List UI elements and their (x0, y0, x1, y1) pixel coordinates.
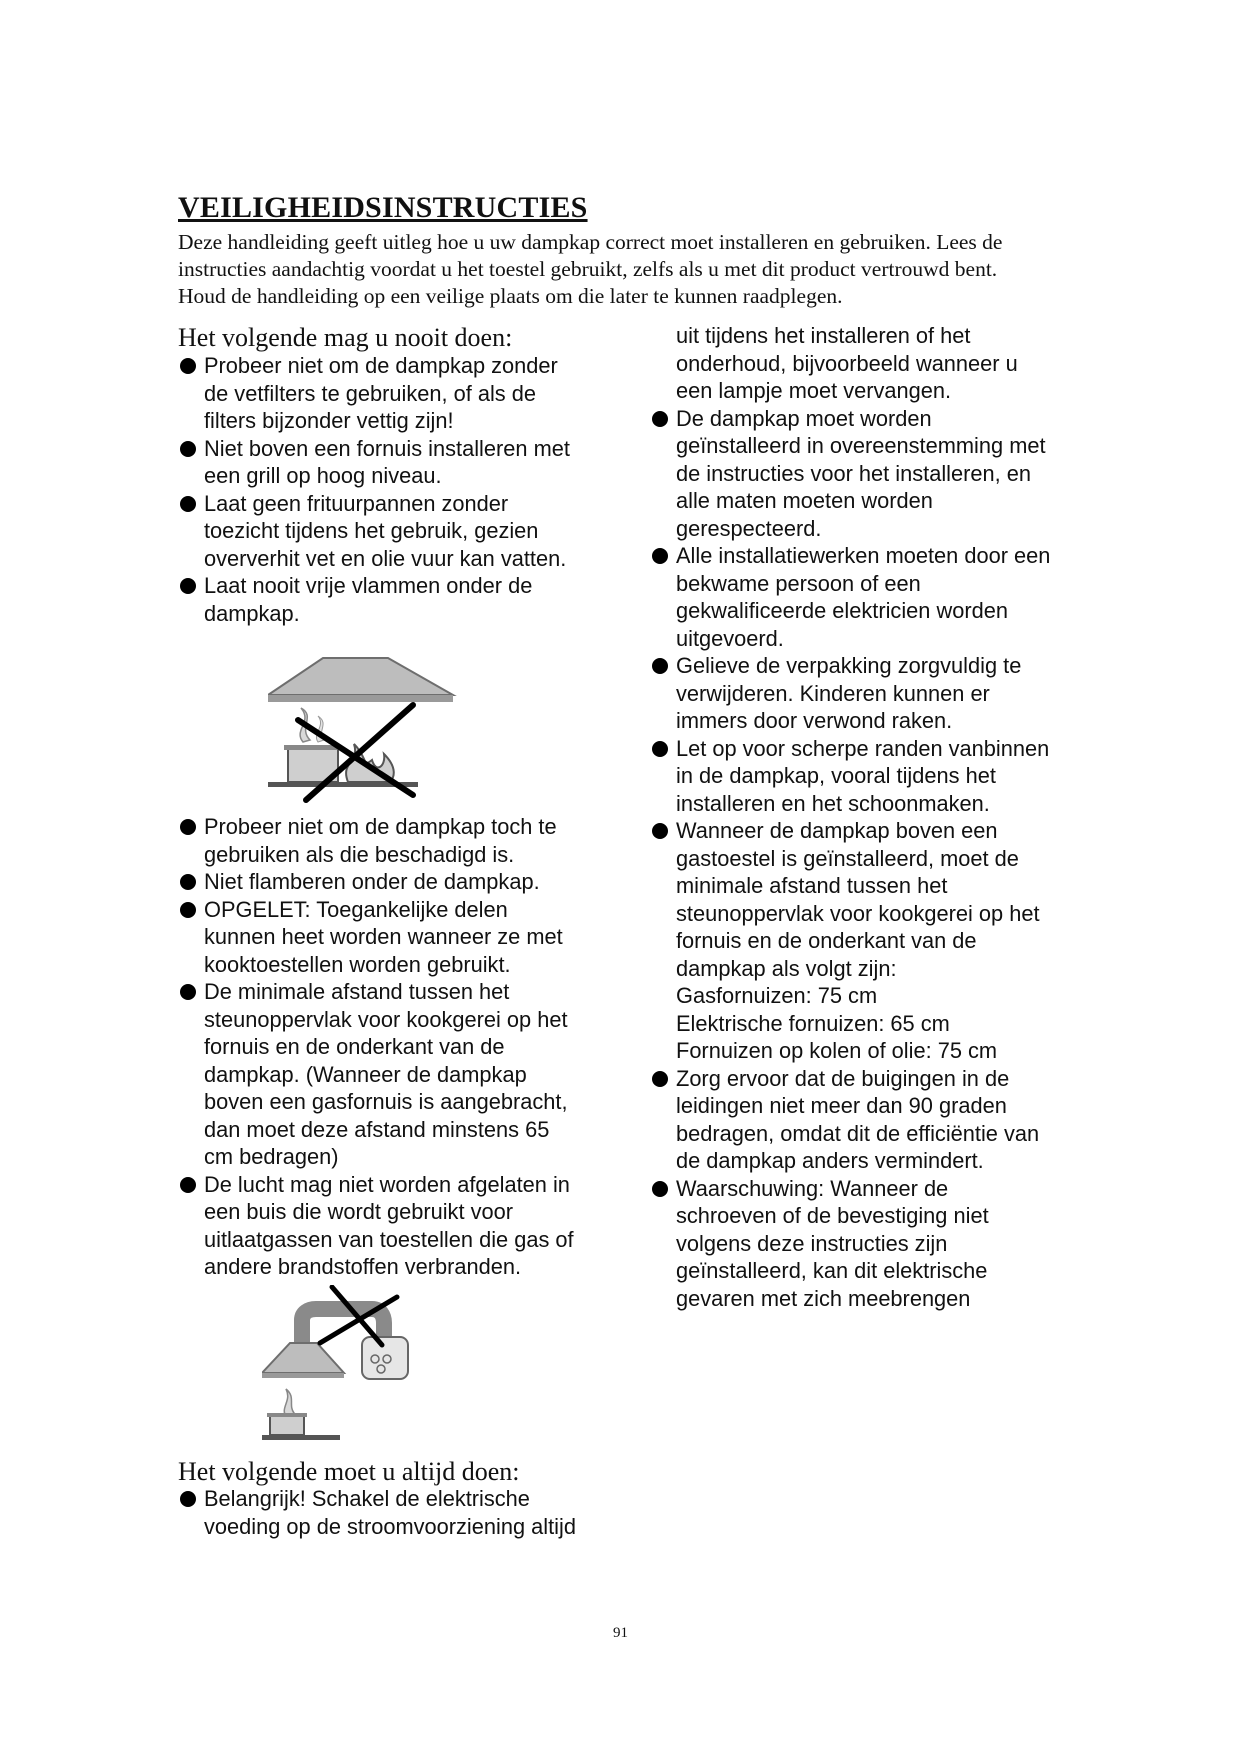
list-item-line: Laat geen frituurpannen zonder (204, 490, 509, 516)
list-item-line: minimale afstand tussen het (676, 873, 948, 898)
list-item-line: fornuis en de onderkant van de (676, 928, 977, 953)
bullet-icon (180, 578, 196, 594)
list-item-line: Gelieve de verpakking zorgvuldig te (676, 653, 1022, 678)
bullet-icon (652, 411, 668, 427)
list-item-line: bedragen, omdat dit de efficiëntie van (676, 1120, 1040, 1146)
always-list-part-1 (180, 1485, 650, 1540)
no-shared-exhaust-illustration (262, 1285, 432, 1445)
list-item-line: Wanneer de dampkap boven een (676, 818, 998, 843)
list-item-line: kooktoestellen worden gebruikt. (204, 951, 511, 977)
list-item-line: cm bedragen) (204, 1144, 339, 1169)
list-item-line: uit tijdens het installeren of het (676, 323, 971, 348)
list-item-line: De lucht mag niet worden afgelaten in (204, 1171, 570, 1197)
bullet-icon (652, 658, 668, 674)
bullet-icon (180, 496, 196, 512)
list-item-line: gekwalificeerde elektricien worden (676, 598, 1008, 623)
list-item-line: in de dampkap, vooral tijdens het (676, 763, 996, 788)
list-item (652, 542, 1122, 652)
list-item-line: schroeven of de bevestiging niet (676, 1203, 989, 1228)
list-item-line: steunoppervlak voor kookgerei op het (676, 900, 1040, 926)
list-item-line: Niet boven een fornuis installeren met (204, 435, 570, 461)
stove-top (262, 1435, 340, 1440)
list-item-line: uitgevoerd. (676, 625, 784, 651)
list-item-line: de instructies voor het installeren, en (676, 460, 1031, 486)
bullet-icon (180, 902, 196, 918)
bullet-icon (180, 1491, 196, 1507)
list-item-line: gevaren met zich meebrengen (676, 1285, 971, 1311)
list-item-line: Probeer niet om de dampkap zonder (204, 353, 558, 378)
list-item-line: De dampkap moet worden (676, 405, 932, 431)
list-item-line: een grill op hoog niveau. (204, 463, 442, 488)
bullet-icon (652, 741, 668, 757)
intro-line: Deze handleiding geeft uitleg hoe u uw dampkap correct moet installeren en gebruiken. Lees de (178, 230, 1003, 254)
always-list-part-2 (652, 322, 1122, 1312)
list-item-line: kunnen heet worden wanneer ze met (204, 924, 563, 949)
list-item-line: geïnstalleerd, kan dit elektrische (676, 1258, 988, 1283)
list-item-line: Fornuizen op kolen of olie: 75 cm (676, 1038, 998, 1063)
page-number: 91 (613, 1625, 628, 1641)
list-item-line: gerespecteerd. (676, 515, 822, 541)
list-item-line: gastoestel is geïnstalleerd, moet de (676, 845, 1019, 871)
list-item-line: dampkap. (204, 600, 300, 626)
list-item-line: uitlaatgassen van toestellen die gas of (204, 1226, 574, 1252)
list-item (180, 868, 650, 896)
list-item-line: dampkap als volgt zijn: (676, 955, 897, 981)
list-item (180, 1171, 650, 1281)
list-item (180, 813, 650, 868)
list-item-line: leidingen niet meer dan 90 graden (676, 1093, 1007, 1118)
list-item-line: gebruiken als die beschadigd is. (204, 841, 515, 867)
bullet-icon (652, 1181, 668, 1197)
list-item (652, 1065, 1122, 1175)
list-item-line: toezicht tijdens het gebruik, gezien (204, 518, 539, 543)
never-list-part-1 (180, 352, 650, 627)
list-item (652, 405, 1122, 543)
bullet-icon (652, 823, 668, 839)
list-item-line: Waarschuwing: Wanneer de (676, 1175, 949, 1201)
no-open-flames-illustration (268, 650, 458, 810)
bullet-icon (180, 874, 196, 890)
page-title: VEILIGHEIDSINSTRUCTIES (178, 191, 588, 224)
list-item-line: verwijderen. Kinderen kunnen er (676, 680, 990, 706)
never-do-heading: Het volgende mag u nooit doen: (178, 323, 513, 352)
bullet-icon (180, 984, 196, 1000)
list-item-line: OPGELET: Toegankelijke delen (204, 896, 508, 922)
list-item-line: boven een gasfornuis is aangebracht, (204, 1089, 568, 1114)
bullet-icon (652, 1071, 668, 1087)
list-item (180, 572, 650, 627)
list-item-line: Zorg ervoor dat de buigingen in de (676, 1065, 1010, 1091)
list-item-line: bekwame persoon of een (676, 570, 921, 596)
list-item (180, 896, 650, 979)
list-item-line: Alle installatiewerken moeten door een (676, 543, 1051, 568)
bullet-icon (180, 358, 196, 374)
cooking-pot-icon (267, 1389, 307, 1435)
list-item-line: alle maten moeten worden (676, 488, 933, 513)
list-item-line: dampkap. (Wanneer de dampkap (204, 1061, 527, 1087)
list-item-line: Laat nooit vrije vlammen onder de (204, 573, 533, 598)
list-item-line: steunoppervlak voor kookgerei op het (204, 1006, 568, 1032)
list-item-line: de dampkap anders vermindert. (676, 1148, 984, 1173)
list-item-line: dan moet deze afstand minstens 65 (204, 1116, 550, 1142)
list-item (180, 1485, 650, 1540)
list-item-line: andere brandstoffen verbranden. (204, 1254, 522, 1279)
range-hood-icon (268, 658, 453, 702)
list-item-line: fornuis en de onderkant van de (204, 1034, 505, 1059)
list-item (652, 652, 1122, 735)
list-item (652, 735, 1122, 818)
list-item-line: installeren en het schoonmaken. (676, 790, 990, 816)
bullet-icon (180, 1177, 196, 1193)
list-item-line: Elektrische fornuizen: 65 cm (676, 1010, 950, 1036)
list-item (180, 490, 650, 573)
list-item (180, 435, 650, 490)
never-list-part-2 (180, 813, 650, 1281)
list-item-line: Niet flamberen onder de dampkap. (204, 869, 540, 894)
list-item (180, 978, 650, 1171)
list-item-line: Probeer niet om de dampkap toch te (204, 814, 557, 839)
range-hood-icon (262, 1343, 344, 1378)
list-item (652, 1175, 1122, 1313)
intro-paragraph (178, 229, 1078, 310)
intro-line: Houd de handleiding op een veilige plaats om die later te kunnen raadplegen. (178, 284, 843, 308)
list-item-line: volgens deze instructies zijn (676, 1230, 948, 1256)
list-item-line: onderhoud, bijvoorbeeld wanneer u (676, 350, 1018, 376)
list-item-line: oververhit vet en olie vuur kan vatten. (204, 545, 567, 571)
intro-line: instructies aandachtig voordat u het toestel gebruikt, zelfs als u met dit product vertrouwd bent. (178, 257, 998, 281)
list-item-line: immers door verwond raken. (676, 708, 953, 733)
bullet-icon (652, 548, 668, 564)
list-item-line: geïnstalleerd in overeenstemming met (676, 433, 1046, 458)
list-item-line: een lampje moet vervangen. (676, 378, 952, 403)
bullet-icon (180, 819, 196, 835)
list-item-line: Let op voor scherpe randen vanbinnen (676, 735, 1050, 761)
list-item-line: voeding op de stroomvoorziening altijd (204, 1513, 576, 1539)
always-do-heading: Het volgende moet u altijd doen: (178, 1457, 520, 1486)
bullet-icon (180, 441, 196, 457)
list-item (652, 817, 1122, 1065)
list-item-line: filters bijzonder vettig zijn! (204, 408, 454, 433)
list-item-line: De minimale afstand tussen het (204, 979, 510, 1004)
list-item-line: Gasfornuizen: 75 cm (676, 983, 878, 1008)
list-item-line: Belangrijk! Schakel de elektrische (204, 1486, 530, 1511)
list-item-line: de vetfilters te gebruiken, of als de (204, 380, 536, 406)
list-item (180, 352, 650, 435)
list-item-line: een buis die wordt gebruikt voor (204, 1199, 513, 1224)
gas-boiler-icon (362, 1337, 408, 1379)
